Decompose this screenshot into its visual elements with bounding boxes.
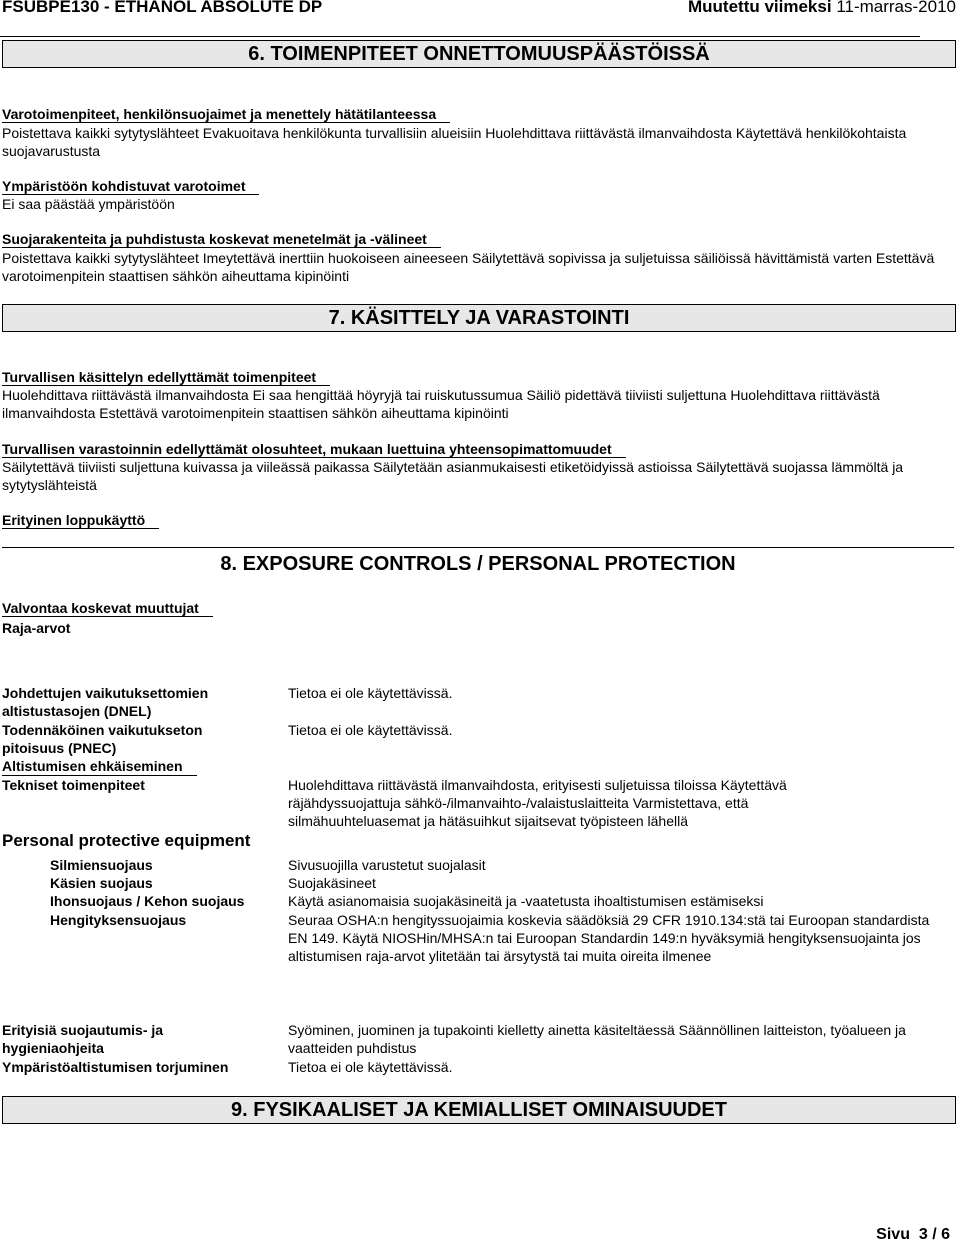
revision-info — [688, 0, 956, 17]
dnel-label-line2: altistustasojen (DNEL) — [2, 703, 152, 719]
hygiene-label-line2: hygieniaohjeita — [2, 1040, 104, 1056]
hand-protection-value: Suojakäsineet — [288, 875, 376, 891]
pnec-value: Tietoa ei ole käytettävissä. — [288, 722, 453, 738]
cleanup-heading: Suojarakenteita ja puhdistusta koskevat menetelmät ja -välineet — [2, 231, 441, 248]
env-exposure-value: Tietoa ei ole käytettävissä. — [288, 1059, 453, 1075]
revised-label: Muutettu viimeksi — [687, 0, 832, 16]
page-label: Sivu — [876, 1226, 910, 1243]
cleanup-text: Poistettava kaikki sytytyslähteet Imeytettävä inerttiin huokoiseen aineeseen Säilytettävä sopivissa ja suljetuissa säiliöissä hävittämistä varten Estettävä varotoimenpitein staattisen sähkön aiheuttama kipinöinti — [2, 250, 935, 284]
header-rule — [0, 36, 920, 37]
env-exposure-label: Ympäristöaltistumisen torjuminen — [2, 1059, 229, 1075]
eye-protection-label: Silmiensuojaus — [50, 857, 153, 873]
skin-protection-label: Ihonsuojaus / Kehon suojaus — [50, 893, 245, 909]
skin-protection-value: Käytä asianomaisia suojakäsineitä ja -vaatetusta ihoaltistumisen estämiseksi — [288, 893, 764, 909]
pnec-label-line1: Todennäköinen vaikutukseton — [2, 722, 203, 738]
pnec-label-line2: pitoisuus (PNEC) — [2, 740, 117, 756]
revised-date: 11-marras-2010 — [836, 0, 956, 16]
storage-text: Säilytettävä tiiviisti suljettuna kuivassa ja viileässä paikassa Säilytetään asianmukaisesti etiketöidyissä astioissa Säilytettävä suojassa lämmöltä ja sytytyslähteistä — [2, 459, 904, 493]
section-6-title: 6. TOIMENPITEET ONNETTOMUUSPÄÄSTÖISSÄ — [2, 40, 956, 68]
limit-values-label: Raja-arvot — [2, 620, 71, 636]
handling-text: Huolehdittava riittävästä ilmanvaihdosta Ei saa hengittää höyryjä tai ruiskutussumua Säiliö pidettävä tiiviisti suljettuna Huolehdittava riittävästä ilmanvaihdosta Estettävä varotoimenpitein staattisen sähkön aiheuttama kipinöinti — [2, 387, 880, 421]
ppe-heading: Personal protective equipment — [2, 831, 251, 850]
eye-protection-value: Sivusuojilla varustetut suojalasit — [288, 857, 486, 873]
env-precautions-text: Ei saa päästää ympäristöön — [2, 196, 175, 212]
respiratory-protection-label: Hengityksensuojaus — [50, 912, 187, 928]
section-7-title: 7. KÄSITTELY JA VARASTOINTI — [2, 304, 956, 332]
dnel-label-line1: Johdettujen vaikutuksettomien — [2, 685, 209, 701]
page-number — [876, 1226, 950, 1244]
section-9-title: 9. FYSIKAALISET JA KEMIALLISET OMINAISUUDET — [2, 1096, 956, 1124]
end-use-heading: Erityinen loppukäyttö — [2, 512, 159, 529]
respiratory-protection-value: Seuraa OSHA:n hengityssuojaimia koskevia säädöksiä 29 CFR 1910.134:stä tai Euroopan standardista EN 149. Käytä NIOSHin/MHSA:n tai Euroopan Standardin 149:n hyväksymiä hengityksensuojainta jos altistumisen raja-arvot ylitetään tai ärsytystä tai muita oireita ilmenee — [288, 912, 930, 964]
storage-heading: Turvallisen varastoinnin edellyttämät olosuhteet, mukaan luettuina yhteensopimattomuudet — [2, 441, 626, 458]
dnel-value: Tietoa ei ole käytettävissä. — [288, 685, 453, 701]
control-params-heading: Valvontaa koskevat muuttujat — [2, 600, 213, 617]
engineering-value: Huolehdittava riittävästä ilmanvaihdosta, erityisesti suljetuissa tiloissa Käytettävä räjähdyssuojattuja sähkö-/ilmanvaihto-/valaistuslaitteita Varmistettava, että silmähuuhteluasemat ja hätäsuihkut sijaitsevat työpisteen lähellä — [288, 777, 787, 829]
hygiene-label-line1: Erityisiä suojautumis- ja — [2, 1022, 164, 1038]
handling-heading: Turvallisen käsittelyn edellyttämät toimenpiteet — [2, 369, 330, 386]
engineering-label: Tekniset toimenpiteet — [2, 777, 145, 793]
page-count: 3 / 6 — [918, 1226, 950, 1243]
section-8-title: 8. EXPOSURE CONTROLS / PERSONAL PROTECTION — [2, 547, 954, 574]
hand-protection-label: Käsien suojaus — [50, 875, 153, 891]
env-precautions-heading: Ympäristöön kohdistuvat varotoimet — [2, 178, 259, 195]
precautions-text: Poistettava kaikki sytytyslähteet Evakuoitava henkilökunta turvallisiin alueisiin Huolehdittava riittävästä ilmanvaihdosta Käytettävä henkilökohtaista suojavarustusta — [2, 125, 907, 159]
hygiene-value: Syöminen, juominen ja tupakointi kielletty ainetta käsiteltäessä Säännöllinen laitteiston, työalueen ja vaatteiden puhdistus — [288, 1022, 906, 1056]
exposure-controls-heading: Altistumisen ehkäiseminen — [2, 758, 197, 776]
document-title: FSUBPE130 - ETHANOL ABSOLUTE DP — [2, 0, 323, 16]
precautions-heading: Varotoimenpiteet, henkilönsuojaimet ja menettely hätätilanteessa — [2, 106, 450, 123]
